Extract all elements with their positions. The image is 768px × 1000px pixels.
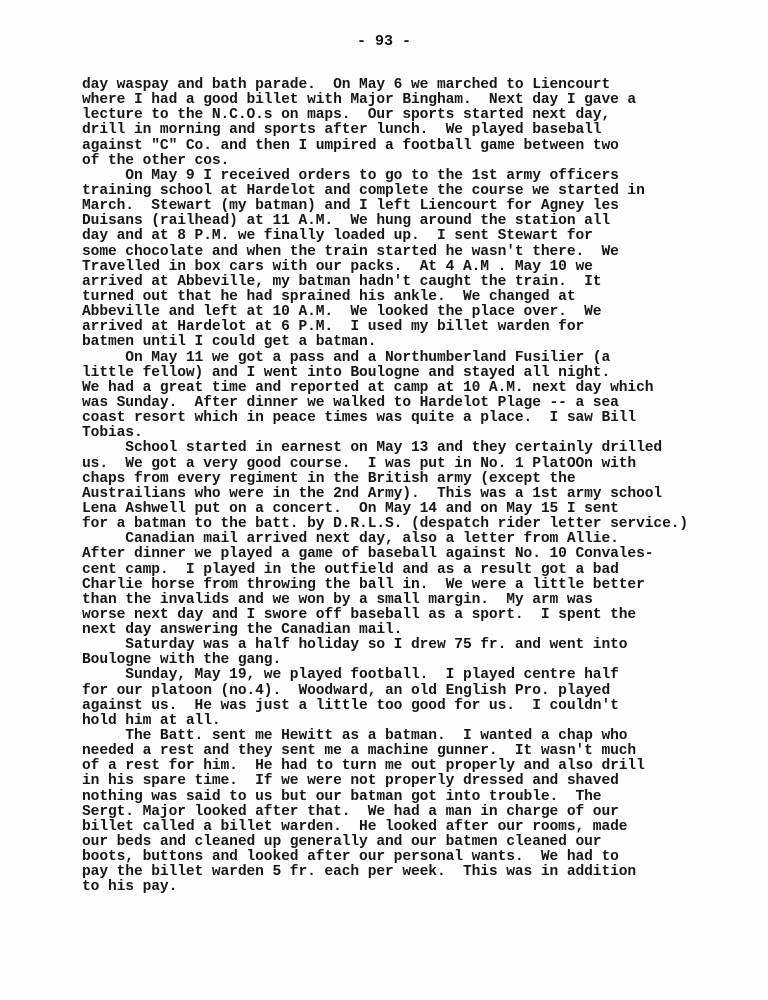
text-line: On May 11 we got a pass and a Northumberland Fusilier (a (82, 349, 611, 366)
text-line: some chocolate and when the train started he wasn't there. We (82, 243, 619, 260)
text-line: our beds and cleaned up generally and our batmen cleaned our (82, 834, 602, 851)
text-line: nothing was said to us but our batman got into trouble. The (82, 788, 602, 805)
text-line: Sergt. Major looked after that. We had a man in charge of our (82, 803, 619, 820)
text-line: Saturday was a half holiday so I drew 75 fr. and went into (82, 637, 628, 654)
text-line: Lena Ashwell put on a concert. On May 14 and on May 15 I sent (82, 500, 619, 517)
text-line: Sunday, May 19, we played football. I played centre half (82, 667, 619, 684)
text-line: of a rest for him. He had to turn me out properly and also drill (82, 758, 645, 775)
text-line: billet called a billet warden. He looked after our rooms, made (82, 818, 628, 835)
text-line: of the other cos. (82, 152, 230, 169)
text-line: training school at Hardelot and complete the course we started in (82, 182, 645, 199)
text-line: than the invalids and we won by a small margin. My arm was (82, 591, 593, 608)
text-line: chaps from every regiment in the British army (except the (82, 470, 576, 487)
text-line: The Batt. sent me Hewitt as a batman. I wanted a chap who (82, 728, 628, 745)
text-line: boots, buttons and looked after our personal wants. We had to (82, 849, 619, 866)
text-line: for a batman to the batt. by D.R.L.S. (despatch rider letter service.) (82, 516, 689, 533)
text-line: day waspay and bath parade. On May 6 we marched to Liencourt (82, 77, 611, 93)
text-line: Travelled in box cars with our packs. At 4 A.M . May 10 we (82, 258, 593, 275)
text-line: turned out that he had sprained his ankle. We changed at (82, 288, 576, 305)
text-line: against "C" Co. and then I umpired a football game between two (82, 137, 619, 154)
text-line: batmen until I could get a batman. (82, 334, 377, 351)
text-line: needed a rest and they sent me a machine gunner. It wasn't much (82, 743, 637, 760)
text-line: We had a great time and reported at camp at 10 A.M. next day which (82, 379, 654, 396)
text-line: in his spare time. If we were not properly dressed and shaved (82, 773, 619, 790)
text-line: School started in earnest on May 13 and they certainly drilled (82, 440, 663, 457)
text-line: Abbeville and left at 10 A.M. We looked the place over. We (82, 304, 602, 321)
text-line: where I had a good billet with Major Bingham. Next day I gave a (82, 92, 637, 109)
text-line: against us. He was just a little too good for us. I couldn't (82, 697, 619, 714)
text-line: was Sunday. After dinner we walked to Hardelot Plage -- a sea (82, 394, 619, 411)
body-text (82, 78, 722, 896)
text-line: lecture to the N.C.O.s on maps. Our sports started next day, (82, 107, 611, 124)
text-line: worse next day and I swore off baseball as a sport. I spent the (82, 606, 637, 623)
text-line: Tobias. (82, 425, 143, 442)
text-line: arrived at Abbeville, my batman hadn't caught the train. It (82, 273, 602, 290)
text-line: arrived at Hardelot at 6 P.M. I used my billet warden for (82, 319, 585, 336)
text-line: March. Stewart (my batman) and I left Liencourt for Agney les (82, 198, 619, 215)
page-number: - 93 - (356, 33, 411, 50)
text-line: little fellow) and I went into Boulogne and stayed all night. (82, 364, 611, 381)
text-line: On May 9 I received orders to go to the 1st army officers (82, 167, 619, 184)
text-line: us. We got a very good course. I was put in No. 1 PlatOOn with (82, 455, 637, 472)
text-line: next day answering the Canadian mail. (82, 622, 403, 639)
text-line: Charlie horse from throwing the ball in. We were a little better (82, 576, 645, 593)
text-line: hold him at all. (82, 712, 221, 729)
text-line: After dinner we played a game of baseball against No. 10 Convales- (82, 546, 654, 563)
text-line: Canadian mail arrived next day, also a letter from Allie. (82, 531, 619, 548)
text-line: pay the billet warden 5 fr. each per week. This was in addition (82, 864, 637, 881)
text-line: Duisans (railhead) at 11 A.M. We hung around the station all (82, 213, 611, 230)
text-line: for our platoon (no.4). Woodward, an old English Pro. played (82, 682, 611, 699)
text-line: Austrailians who were in the 2nd Army). This was a 1st army school (82, 485, 663, 502)
text-line: day and at 8 P.M. we finally loaded up. I sent Stewart for (82, 228, 593, 245)
text-line: cent camp. I played in the outfield and as a result got a bad (82, 561, 619, 578)
text-line: drill in morning and sports after lunch. We played baseball (82, 122, 602, 139)
text-line: coast resort which in peace times was quite a place. I saw Bill (82, 410, 637, 427)
text-line: Boulogne with the gang. (82, 652, 282, 669)
text-line: to his pay. (82, 879, 178, 896)
